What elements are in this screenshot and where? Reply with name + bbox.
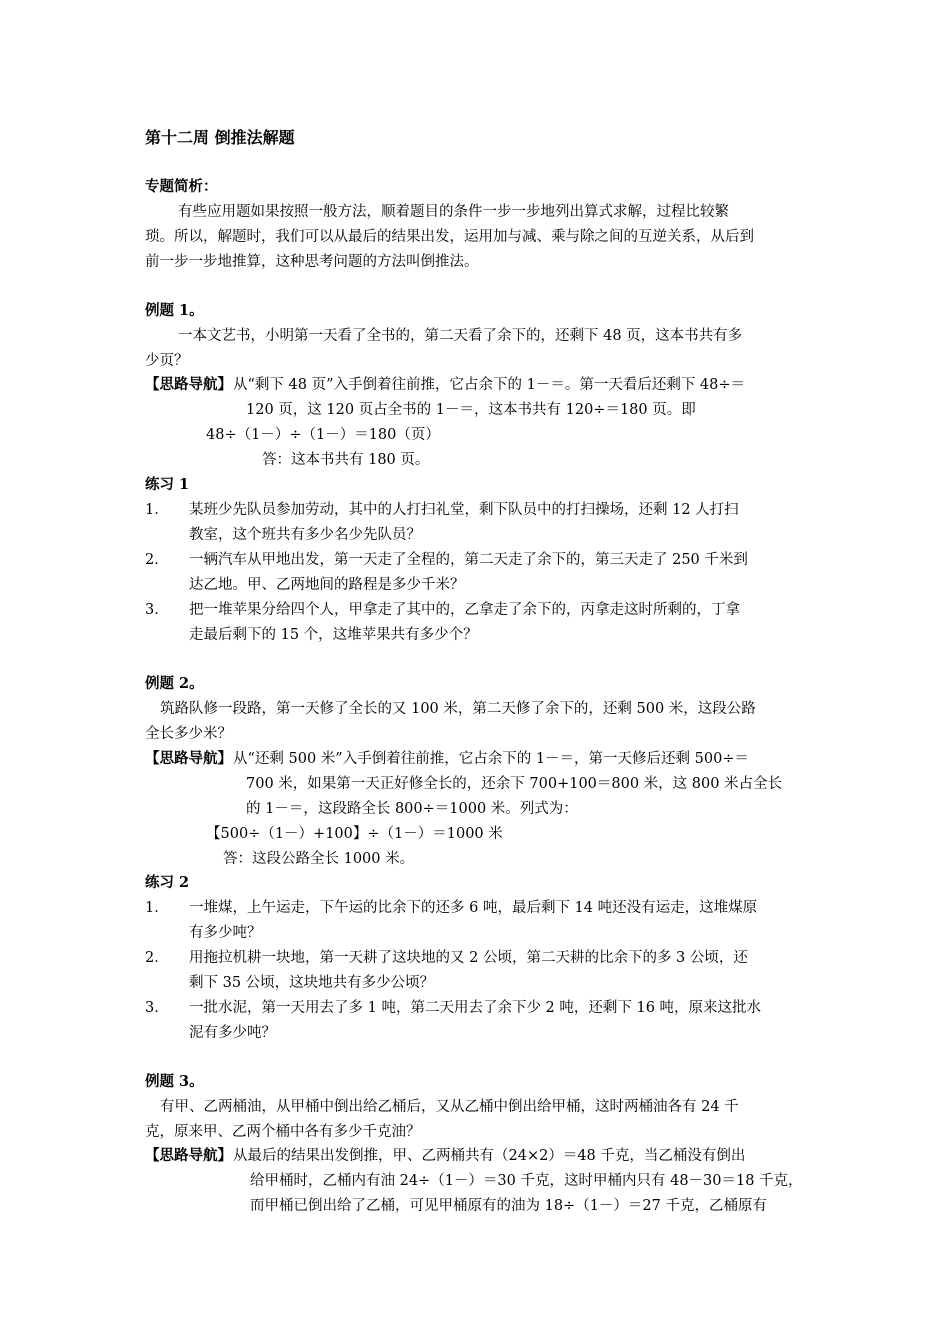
practice2-item-line: 泥有多少吨？ — [189, 1025, 276, 1041]
example3-problem-line: 有甲、乙两桶油，从甲桶中倒出给乙桶后，又从乙桶中倒出给甲桶，这时两桶油各有 24 千 — [160, 1099, 739, 1115]
practice2-item-line: 一批水泥，第一天用去了多 1 吨，第二天用去了余下少 2 吨，还剩下 16 吨，原来这批水 — [189, 1000, 762, 1016]
example3-guide-line: 而甲桶已倒出给了乙桶，可见甲桶原有的油为 18÷（1－）＝27 千克，乙桶原有 — [250, 1198, 767, 1214]
practice2-item-line: 用拖拉机耕一块地，第一天耕了这块地的又 2 公顷，第二天耕的比余下的多 3 公顷，还 — [189, 950, 748, 966]
example2-answer: 答：这段公路全长 1000 米。 — [223, 851, 415, 867]
example3-guide-line: 给甲桶时，乙桶内有油 24÷（1－）＝30 千克，这时甲桶内只有 48－30＝18 千克， — [250, 1173, 803, 1189]
example1-guide-line: 从“剩下 48 页”入手倒着往前推，它占余下的 1－＝。第一天看后还剩下 48÷＝ — [233, 377, 746, 393]
practice2-item-number: 2． — [145, 950, 169, 966]
practice1-item-line: 达乙地。甲、乙两地间的路程是多少千米？ — [189, 577, 465, 593]
example3-heading: 例题 3。 — [145, 1073, 204, 1090]
example2-problem-line: 全长多少米？ — [145, 726, 232, 742]
example1-heading: 例题 1。 — [145, 302, 204, 319]
example2-guide-line: 的 1－＝，这段路全长 800÷＝1000 米。列式为： — [246, 801, 578, 817]
example1-guide-label: 【思路导航】 — [145, 376, 232, 393]
practice1-item-line: 走最后剩下的 15 个，这堆苹果共有多少个？ — [189, 627, 478, 643]
practice1-item-line: 教室，这个班共有多少名少先队员？ — [189, 527, 421, 543]
practice1-heading: 练习 1 — [145, 476, 190, 493]
example1-problem-line: 少页？ — [145, 353, 189, 369]
practice2-item-number: 1． — [145, 900, 169, 916]
practice1-item-number: 2． — [145, 552, 169, 568]
intro-line: 琐。所以，解题时，我们可以从最后的结果出发，运用加与减、乘与除之间的互逆关系，从后到 — [145, 229, 754, 245]
example3-guide-line: 从最后的结果出发倒推，甲、乙两桶共有（24×2）＝48 千克，当乙桶没有倒出 — [233, 1148, 746, 1164]
example3-problem-line: 克，原来甲、乙两个桶中各有多少千克油？ — [145, 1124, 421, 1140]
example1-guide-line: 120 页，这 120 页占全书的 1－＝，这本书共有 120÷＝180 页。即 — [246, 402, 696, 418]
page-title: 第十二周 倒推法解题 — [145, 128, 295, 147]
example1-problem-line: 一本文艺书，小明第一天看了全书的，第二天看了余下的，还剩下 48 页，这本书共有多 — [178, 328, 743, 344]
practice2-item-line: 有多少吨？ — [189, 925, 262, 941]
practice1-item-line: 某班少先队员参加劳动，其中的人打扫礼堂，剩下队员中的打扫操场，还剩 12 人打扫 — [189, 502, 739, 518]
example1-formula: 48÷（1－）÷（1－）＝180（页） — [206, 427, 440, 443]
intro-heading: 专题简析： — [145, 178, 218, 195]
example2-heading: 例题 2。 — [145, 675, 204, 692]
practice1-item-line: 一辆汽车从甲地出发，第一天走了全程的，第二天走了余下的，第三天走了 250 千米到 — [189, 552, 748, 568]
practice2-item-line: 一堆煤，上午运走，下午运的比余下的还多 6 吨，最后剩下 14 吨还没有运走，这堆煤原 — [189, 900, 758, 916]
example2-guide-line: 从“还剩 500 米”入手倒着往前推，它占余下的 1－＝，第一天修后还剩 500÷＝ — [233, 751, 749, 767]
example2-guide-label: 【思路导航】 — [145, 750, 232, 767]
practice2-item-number: 3． — [145, 1000, 169, 1016]
intro-line: 前一步一步地推算，这种思考问题的方法叫倒推法。 — [145, 254, 479, 270]
practice1-item-line: 把一堆苹果分给四个人，甲拿走了其中的，乙拿走了余下的，丙拿走这时所剩的，丁拿 — [189, 602, 740, 618]
example2-formula: 【500÷（1－）+100】÷（1－）＝1000 米 — [206, 826, 503, 842]
practice1-item-number: 1． — [145, 502, 169, 518]
practice1-item-number: 3． — [145, 602, 169, 618]
example2-guide-line: 700 米，如果第一天正好修全长的，还余下 700+100＝800 米，这 800 米占全长 — [246, 776, 783, 792]
example2-problem-line: 筑路队修一段路，第一天修了全长的又 100 米，第二天修了余下的，还剩 500 米，这段公路 — [160, 701, 756, 717]
example1-answer: 答：这本书共有 180 页。 — [262, 452, 430, 468]
practice2-heading: 练习 2 — [145, 874, 190, 891]
example3-guide-label: 【思路导航】 — [145, 1147, 232, 1164]
practice2-item-line: 剩下 35 公顷，这块地共有多少公顷？ — [189, 975, 435, 991]
intro-line: 有些应用题如果按照一般方法，顺着题目的条件一步一步地列出算式求解，过程比较繁 — [178, 204, 729, 220]
